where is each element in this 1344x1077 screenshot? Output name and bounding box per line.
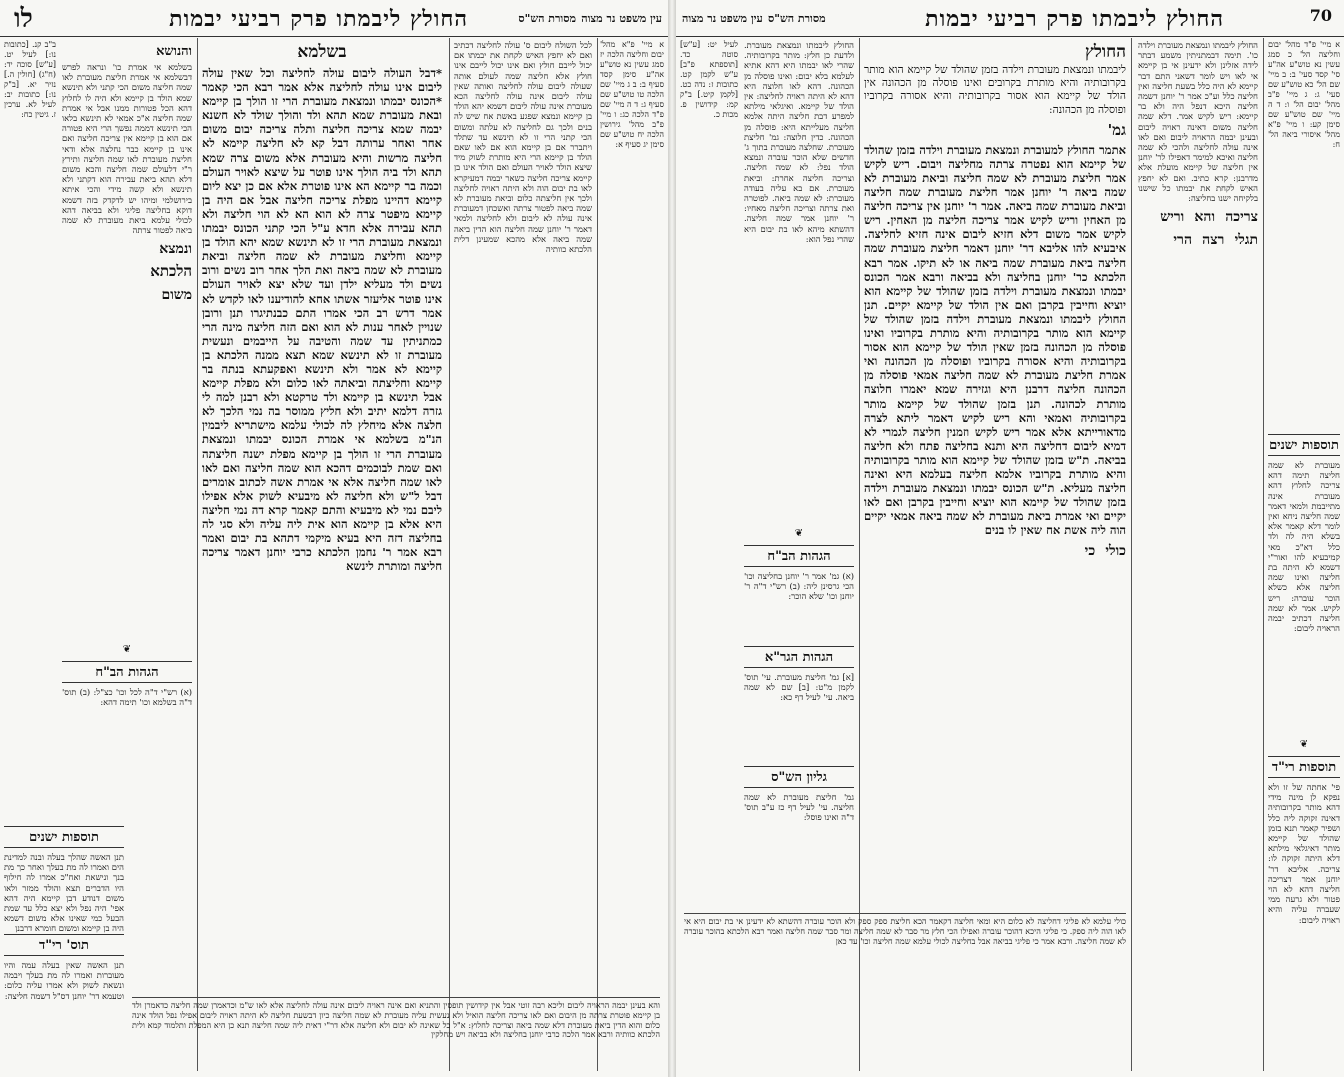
right-margin-notes: לעיל יט: [ע"ש] סוטה כד. [תוספתא פ"ב] ע"ש לקמן קט. כתובות ז: נדה כט. [לקמן קיט.] ב"ק קמ: קידושין פ. מכות כ. xyxy=(680,40,738,119)
left-mishnah-lead: בשלמא xyxy=(297,42,347,62)
left-hagahot-habach xyxy=(62,640,192,760)
right-word-uresh: וריש xyxy=(1160,209,1185,226)
right-tosafot-column xyxy=(1138,40,1258,1000)
right-running-title: החולץ ליבמתו פרק רביעי יבמות xyxy=(925,6,1224,32)
right-tosafot-text: החולץ ליבמתו ונמצאת מעוברת וילדה כו'. תימה דבמתניתין משמע דבתר לידה אזלינן ולא ידעינן אי בן קיימא אי לאו ויש לומר דשאני התם דבר קיימא לא היה כלל בשעת חליצה ואין חליצה כלל וע"כ אמר ר' יוחנן דשמה חליצה היכא דנפל היה ולא בר קיימא: ריש לקיש אמר. דלא שמה חליצה משום דאינה ראויה ליבום ובעינן יבמה הראויה ליבום ואם לאו אינה עולה לחליצה ולהכי לא שמה חליצה ואיכא למימר דאפילו לר' יוחנן אין חליצה של קיימא מועלת אלא מדרבנן: קרא כתיב. ואם לא יחפץ האיש לקחת את יבמתו כל שישנו בלקיחה ישנו בחליצה: xyxy=(1138,40,1258,204)
right-ein-mishpat-header: עין משפט נר מצוה xyxy=(682,12,763,25)
right-gilyon-heading: גליון הש"ס xyxy=(744,766,854,788)
right-hagahot-habach xyxy=(744,524,854,634)
binding-gutter xyxy=(668,0,676,1077)
right-page-header xyxy=(676,2,1344,37)
left-hagahot-habach-heading: הגהות הב"ח xyxy=(62,661,192,683)
left-ein-mishpat-text: א מיי' פ"א מהל' יבום וחליצה הלכה יז סמג עשין נא טוש"ע אה"ע סימן קסד סעיף ב: ב ג מיי' שם הלכה טו טוש"ע שם סעיף ג: ד ה מיי' שם פ"ד הלכה כג: ו מיי' פ"ב מהל' גירושין הלכה יח טוש"ע שם סימן יג סעיף א: xyxy=(600,40,664,149)
left-masoret-header: מסורת הש"ס xyxy=(518,12,576,25)
left-gemara-lead-1: והנושא xyxy=(156,44,192,59)
left-rashi-column xyxy=(454,40,592,600)
right-ein-mishpat xyxy=(1268,40,1340,420)
right-tosafot-yeshanim xyxy=(1268,428,1340,728)
left-bottom-commentary: והא בעינן יבמה הראויה ליבום וליכא רבה זוטי אבל אין קידושין תופסין והתניא ואם אינה ראויה ליבום אינה עולה לחליצה אלא לאו ש"מ וכדאמרן שמה חליצה כדאמרן ולד בן קיימא פוטרת צרתה מן היבום ואם לאו צריכה חליצה הואיל ולא נעשית עליה מעוברת לא שמה חליצה כיון דבשעת חליצה לא היתה ראויה ליבום אפילו נפל הולד אינה כלום והוא הדין ביאת מעוברת דלא שמה ביאה וצריכה לחלוץ: א"ל כל שאינה לא יבום ולא חליצה אלא דר"י דאית ליה שמה חליצה תנא כן היא המפלת ותלמוד קמא ולית הלכתא כוותיה ורבא אמר הלכה כרבי יוחנן בחליצה ולא בביאה ויש מחלקין xyxy=(132,997,660,1073)
left-tosafot-text: בשלמא אי אמרת כו' ונראה לפרש דבשלמא אי אמרת חליצת מעוברת לאו שמה חליצה משום הכי קתני ולא תינשא שמא הולד בן קיימא ולא היה לו לחלוץ דהא הכל פטורות ממנו אבל אי אמרת שמה חליצה א"כ אמאי לא תינשא בלאו הכי תינשא דממה נפשך הרי היא פטורה אם הוא בן קיימא אין צריכה חליצה ואם אינו בן קיימא כבר נחלצה אלא ודאי חליצת מעוברת לאו שמה חליצה ותירץ ר"י דלעולם שמה חליצה והכא משום דלא תהא ביאת עבירה הוא דקתני ולא תינשא ולא קשה מידי והכי איתא בירושלמי ומיהו יש לדקדק בזה דשמא דוקא בחליצה פליגי ולא בביאה דהא לכולי עלמא ביאת מעוברת לא שמה ביאה לפטור צרתה xyxy=(62,62,192,236)
right-gilyon xyxy=(744,760,854,870)
left-tosafot-yeshanim xyxy=(4,820,124,934)
left-tosafot-rid xyxy=(4,928,124,1001)
right-page xyxy=(676,0,1344,1077)
right-gemara-text: אתמר החולץ למעוברת ונמצאת מעוברת וילדה בזמן שהולד של קיימא הוא נפטרה צרתה מחליצה ויבום. ריש לקיש אמר חליצת מעוברת לא שמה חליצה וביאת מעוברת לא שמה ביאה ר' יוחנן אמר חליצת מעוברת שמה חליצה וביאת מעוברת שמה ביאה. אמר ר' יוחנן אין צריכה חליצה מן האחין וריש לקיש אמר צריכה חליצה מן האחין. ריש לקיש אמר משום דלא חזיא ליבום אינה חזיא לחליצה. איבעיא להו אליבא דר' יוחנן דאמר חליצת מעוברת שמה חליצה ביאת מעוברת שמה ביאה או לא תיקו. אמר רבא הלכתא כר' יוחנן בחליצה ולא בביאה ורבא אמר הכונס יבמתו ונמצאת מעוברת וילדה בזמן שהולד של קיימא הוא יוציא וחייבין בקרבן ואם אין הולד של קיימא יקיים. תנן החולץ ליבמתו ונמצאת מעוברת וילדה בזמן שהולד של קיימא הוא מותר בקרובותיה והיא מותרת בקרוביו ואינו פוסלה מן הכהונה בזמן שאין הולד של קיימא הוא אסור בקרובותיה והיא אסורה בקרוביו ופוסלה מן הכהונה ואי אמרת חליצת מעוברת לא שמה חליצה אמאי פוסלה מן הכהונה חליצה דרבנן היא וגזירה שמא יאמרו חלוצה מותרת לכהונה. תנן בזמן שהולד של קיימא מותר בקרובותיה ואמאי והא ריש לקיש דאמר ליתא לצרה מדאורייתא אלא אמר ריש לקיש וזמנין חליצה לגמרי לא דמיא ליבום דחליצה היא ותנא בחליצה פתח ולא חליצה בביאה. ת"ש בזמן שהולד של קיימא הוא מותר בקרובותיה והיא מותרת בקרוביו אלמא חליצה בעלמא היא ואינה חליצה מעליא. ת"ש הכונס יבמתו ונמצאת מעוברת וילדה בזמן שהולד של קיימא הוא יוציא וחייבין בקרבן ואם לאו יקיים ואי אמרת ביאת מעוברת לא שמה ביאה אמאי יקיים הוה ליה אשת אח שאין לו בנים xyxy=(864,142,1126,538)
right-word-vaha: והא xyxy=(1194,209,1216,226)
left-page xyxy=(0,0,668,1077)
right-ein-mishpat-text: א מיי' פ"ד מהל' יבום וחליצה הל' כ סמג עשין נא טוש"ע אה"ע סי' קסד סעי' ב: ב מיי' שם הל' כא טוש"ע שם סעי' ג: ג מיי' פ"ב מהל' יבום הל' ו: ד ה מיי' שם טוש"ע שם סימן קע: ו מיי' פ"א מהל' איסורי ביאה הל' ח: xyxy=(1268,40,1340,149)
left-gemara-lead-3: הלכתא xyxy=(150,262,192,281)
left-tosafot-yeshanim-text: תנן האשה שהלך בעלה ובנה למדינת הים ואמרו לה מת בעלך ואחר כך מת בנך ונישאת ואח"כ אמרו לה חילוף היו הדברים תצא והולד ממזר ולאו משום דנודע דבן קיימא היה דהא אפי' היה נפל ולא יצא כלל עד שמת הבעל כמי שאינו אלא משום דשמא היה בן קיימא ומשום חומרא דרבנן xyxy=(4,852,124,934)
right-tosafot-yeshanim-heading: תוספות ישנים xyxy=(1268,434,1340,456)
left-divider xyxy=(197,38,198,1071)
right-tosafot-yeshanim-text: מעוברת לא שמה חליצה תימה דהא צריכה לחלוץ דהא מעוברת אינה מתייבמת ולמאי דאמר שמה חליצה ניחא ואין לומר דלא קאמר אלא בשלא היה לה ולד כלל דא"כ מאי קמיבעיא להו ואור"י דשמא לא היתה בת חליצה ואינו שמה חליצה אלא כשלא הוכר עוברה: ריש לקיש. אמר לא שמה חליצה דכתיב יבמה הראויה ליבום: xyxy=(1268,460,1340,634)
right-divider xyxy=(1131,38,1132,1071)
right-bottom-commentary: כולי עלמא לא פליגי דחליצה לא כלום היא ומאי חליצה דקאמר הכא חליצת ספק ספק ולא הוכר עוברה דהשתא לא ידעינן אי בת יבום היא אי לאו הוה ליה ספק. כי פליגי היכא דהוכר עוברה ואפילו הכי חלץ מר סבר לא שמה חליצה ומר סבר שמה חליצה ואמר רבא הלכתא בהוכר עוברה לא שמה חליצה. ורבא אמר כי פליגי בביאה אבל בחליצה לכולי עלמא שמה חליצה וכו' עד כאן xyxy=(684,913,1126,1007)
left-divider xyxy=(449,38,450,1071)
right-gilyon-text: גמ' חליצת מעוברת לא שמה חליצה. עי' לעיל דף כז ע"ב תוס' ד"ה ואינו פוסל: xyxy=(744,792,854,823)
right-word-kol: כולי xyxy=(1105,543,1126,560)
right-hagahot-gra-heading: הגהות הגר"א xyxy=(744,646,854,668)
ornament-icon: ❦ xyxy=(794,528,804,539)
left-folio-number: לו xyxy=(14,4,33,34)
left-ein-mishpat-header: עין משפט נר מצוה xyxy=(581,12,662,25)
right-word-tzricha: צריכה xyxy=(1225,209,1258,226)
left-page-header xyxy=(0,2,668,37)
right-word-tagli: תגלי xyxy=(1234,232,1258,249)
ornament-icon: ❦ xyxy=(1299,739,1309,750)
right-word-retza: רצה xyxy=(1202,232,1225,249)
right-divider xyxy=(1263,38,1264,1071)
left-hagahot-text: (א) רש"י ד"ה לכל וכו' כצ"ל: (ב) תוס' ד"ה בשלמא וכו' תימה דהא: xyxy=(62,687,192,708)
right-rashi-column xyxy=(744,40,854,520)
right-hagahot-habach-text: (א) גמ' אמר ר' יוחנן בחליצה וכו' הכי גרסינן ליה: (ב) רש"י ד"ה ר' יוחנן וכו' שלא הוכר: xyxy=(744,571,854,602)
left-word-mishum: משום xyxy=(161,287,192,304)
right-mishnah-lead: החולץ xyxy=(1085,42,1126,62)
right-rashi-text: החולץ ליבמתו ונמצאת מעוברת. ולדעת כן חלץ: מותר בקרובותיה. שהרי לאו יבמתו היא דהא אתיא לעלמא בלא יבום: ואינו פוסלה מן הכהונה. דהא לאו חלוצה היא דהא לא היתה ראויה לחליצה: אין הולד של קיימא. ואיגלאי מילתא למפרע דבת חליצה היתה אלמא חליצה מעלייתא היא: פוסלה מן הכהונה. כדין חלוצה: גמ' חליצת מעוברת. שחלצה מעוברת בתוך ג' חדשים שלא הוכר עוברה ונמצא הולד נפל: לא שמה חליצה. וצריכה חליצה אחרת: וביאת מעוברת. אם בא עליה בעודה מעוברת: לא שמה ביאה. לפוטרה ואת צרתה וצריכה חליצה מאחיו: ר' יוחנן אמר שמה חליצה. דהשתא מיהא לאו בת יבום היא שהרי נפל הוא: xyxy=(744,40,854,244)
left-margin-notes: ב"ב קנ. [כתובות נו:] לעיל יט. [ע"ש] סוכה יד: (ח"ג) [חולין ה.] נזיר יא. [ב"ק נו:] כתובות יב: לעיל לא. ערכין ז. גיטין כח: xyxy=(4,40,56,119)
left-gemara-block xyxy=(202,42,442,782)
left-divider xyxy=(597,38,598,1071)
right-gemara-lead: גמ' xyxy=(1107,120,1126,139)
right-tosafot-rid-text: פי' אחתה של זו ולא נפקא לן מינה מידי דהא מותר בקרובותיה דאינה זקוקה ליה כלל ושפיר קאמר תנא בזמן שהולד של קיימא מותר דאיגלאי מילתא דלא היתה זקוקה לו: צריכה. אליבא דר' יוחנן אמר דצריכה חליצה דהא לא הוי פטור ולא גרעה ממי שעברה עליה והיא ראויה ליבום: xyxy=(1268,782,1340,925)
right-hagahot-gra xyxy=(744,640,854,750)
left-tosafot-rid-heading: תוס' רי"ד xyxy=(4,934,124,956)
right-tosafot-rid xyxy=(1268,735,1340,925)
left-outer-margin xyxy=(4,40,56,560)
right-word-ki: כי xyxy=(1084,543,1096,560)
right-word-harei: הרי xyxy=(1173,232,1192,249)
right-tosafot-rid-heading: תוספות רי"ד xyxy=(1268,756,1340,778)
right-gemara-block xyxy=(864,42,1126,992)
right-hagahot-habach-heading: הגהות הב"ח xyxy=(744,545,854,567)
right-masoret-header: מסורת הש"ס xyxy=(768,12,826,25)
right-masoret-margin xyxy=(680,40,738,740)
right-mishnah-text: ליבמתו ונמצאת מעוברת וילדה בזמן שהולד של קיימא הוא מותר בקרובותיה והיא מותרת בקרובים ואינו פוסלה מן הכהונה אין הולד של קיימא הוא אסור בקרובותיה והיא אסורה בקרוביו ופוסלה מן הכהונה: xyxy=(864,64,1126,116)
left-gemara-lead-2: ונמצא xyxy=(159,241,192,258)
left-tosafot-column xyxy=(62,40,192,640)
ornament-icon: ❦ xyxy=(122,644,132,655)
left-tosafot-yeshanim-heading: תוספות ישנים xyxy=(4,826,124,848)
left-ein-mishpat xyxy=(600,40,664,600)
left-gemara-text: *דבל העולה ליבום עולה לחליצה וכל שאין עולה ליבום אינו עולה לחליצה אלא אמר רבא הכי קאמר *הכונס יבמתו ונמצאת מעוברת הרי זו הולך בן קיימא ובאת מעוברת שמא תהא ולד והולך שולד לא חשנא יבמה שמא צריכה חליצה ותלה צריכה יבום משום אחר ואחר ערותה דבל קא לא חליצה קיימא לא חליצה מרשות והיא מעוברת אלא משום צרה שמא תהא ולד ביה הולך אינו פוטר על שיצא לאויר העולם וכמה בר קיימא הא אינו פוטרת אלא אם כן יצא ליום קיימא דהיינו מפלת צריכה חליצה אבל אם היה בן קיימא מיפטר צרה לא הוא הא לא הוי חליצה ולא תהא עבירה אלא חדא ע"ל הכי קתני הכונס יבמתו ונמצאת מעוברת הרי זו לא תינשא שמא יהא הולד בן קיימא וחליצת מעוברת לא שמה חליצה וביאת מעוברת לא שמה ביאה ואת הלך אחר רוב נשים ורוב נשים ולד מעליא ילדן ועד שלא יצא לאויר העולם אינו פוטר אליעזר אשתו אחא להודיענו לאו לקדש לא אמר דרש רב הכי אמרו התם כבנתיגרו תנן ורובן שנויין לאחר ענות לא הוא ואם הזה חליצה מינה הרי כמתניתין עד שמה והטיבה על הייבמים ונעשית מעוברת זו לא תינשא שמא תצא ממנה הלכתא בן קיימא לא אמר ולא תינשא ואפקעתא בנתה בר קיימא וחליצתה וביאתה לאו כלום ולא מפלת קיימא אבל תינשא בן קיימא ולד טרקטא ולא רבנן למה לי גזרה דלמא יתיב ולא חליץ ממוסר בה נמי הלכך לא חלצה אלא מיחלץ לה לכולי עלמא מישתריא ליבמין הנ"מ בשלמא אי אמרת הכונס יבמתו ונמצאת מעוברת הרי זו הולך בן קיימא מפלת ישנה חליצתה ואם שמת לבוכמים דהכא הוא שמה חליצה ואם לאו לאו שמה חליצה אלא אי אמרת אשה לכתוב אומרים דבל ל"ש ולא חליצה לא מיבעיא לשוק אלא אפילו ליבם נמי לא מיבעיא והתם קאמר קרא דה נמי חליצה היא אלא בן קיימא הוא אית ליה עליה ולא סגי לה בחליצה דזה היא בעיא מיקמי דתהא בת יבום ואמר רבא אמר ר' נחמן הלכתא כרבי יוחנן דאמר צריכה חליצה ומותרת לינשא xyxy=(202,66,442,574)
left-running-title: החולץ ליבמתו פרק רביעי יבמות xyxy=(169,6,468,32)
left-tosafot-rid-text: תנן האשה שאין בעלה עמה והיו מעוברות ואמרו לה מת בעלך ויבמה ונשאת לשוק ולא אמרו עליה כלום: וטעמא דר' יוחנן דס"ל דשמה חליצה: xyxy=(4,960,124,1001)
right-hagahot-gra-text: [א] גמ' חליצת מעוברת. עי' תוס' לקמן מ"ט: [ב] שם לא שמה ביאה. עי' לעיל דף כא: xyxy=(744,672,854,703)
left-rashi-text: לכל השולח ליבום ס' עולה לחליצה דכתיב ואם לא יחפץ האיש לקחת את יבמתו אם יכול לייבם חולץ ואם אינו יכול לייבם אינו חולץ אלא חליצה שמה לעולם אותה שעולה ליבום עולה לחליצה ואותה שאין עולה ליבום אינה עולה לחליצה הכא מעוברת אינה עולה ליבום דשמא יהא הולד בן קיימא ונמצא שפגע באשת אח שיש לה בנים ולכך גם לחליצה לא עלתה ומשום הכי קתני הרי זו לא תינשא עד שתלד ויתברר אם בן קיימא הוא אם לאו שאם הולד בן קיימא הרי היא מותרת לשוק מיד שיצא הולד לאויר העולם ואם הולד אינו בן קיימא צריכה חליצה כשאר יבמה דמעיקרא לאו בת יבום הוה ולא היתה ראויה לחליצה ולכך אין חליצתה כלום וביאת מעוברת לא שמה ביאה לפטור צרתה ואשכחן דמעוברת אינה עולה לא ליבום ולא לחליצה ולמאי דאמר ר' יוחנן שמה חליצה הוא הדין ביאה שמה ביאה אלא מהכא שמעינן דלית הלכתא כוותיה xyxy=(454,40,592,255)
right-page-number: 70 xyxy=(1309,6,1332,25)
